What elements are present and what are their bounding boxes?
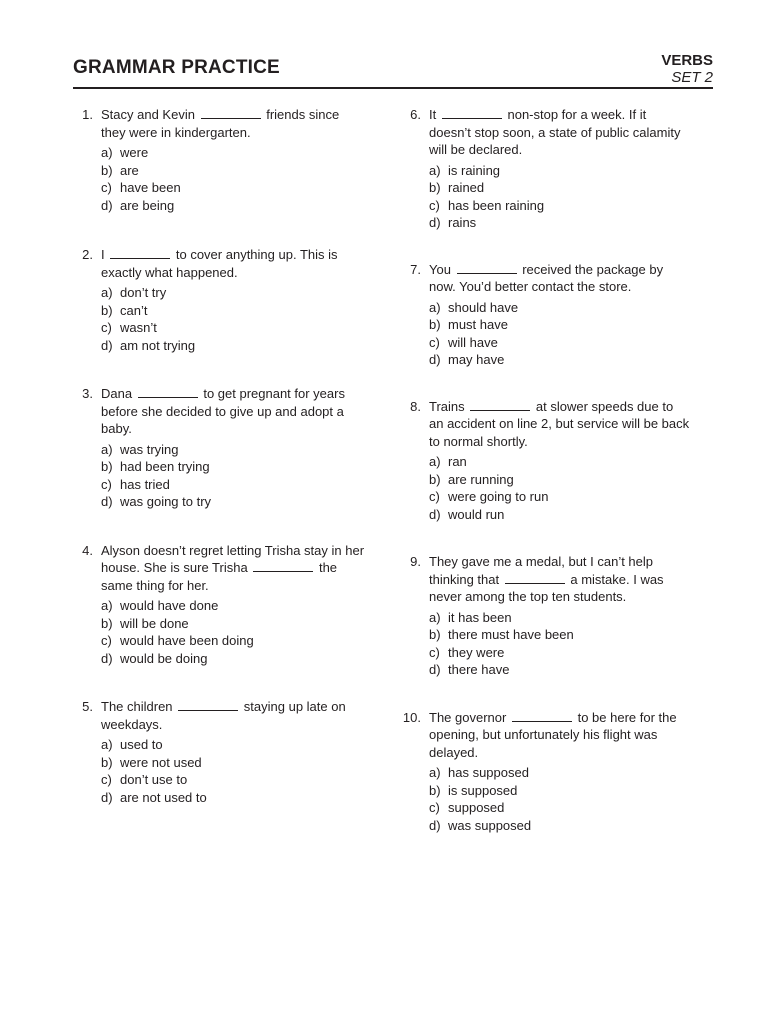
option-text: were going to run: [448, 489, 549, 504]
option-text: ran: [448, 454, 467, 469]
option-text: has supposed: [448, 765, 529, 780]
option-letter: b): [429, 471, 441, 487]
stem-text-after: to cover anything up. This is exactly what happened.: [101, 247, 338, 280]
question-item: [400, 553, 690, 679]
question-stem: [429, 261, 690, 296]
option-letter: d): [429, 817, 441, 833]
option-text: will have: [448, 334, 498, 350]
answer-option: [429, 316, 690, 334]
set-label: SET 2: [671, 69, 713, 86]
option-letter: c): [101, 772, 112, 787]
question-number: 9.: [410, 554, 421, 569]
answer-option: [101, 771, 366, 789]
option-letter: b): [429, 180, 441, 195]
option-letter: c): [429, 644, 440, 660]
question-number: 10.: [402, 709, 421, 725]
answer-option: [101, 319, 366, 337]
option-letter: a): [101, 441, 113, 457]
option-text: don’t try: [120, 285, 167, 300]
question-item: [76, 246, 366, 354]
option-text: have been: [120, 180, 181, 195]
option-text: would have done: [120, 598, 219, 613]
stem-text-before: Alyson doesn’t regret letting Trisha stay in her house. She is sure Trisha: [101, 542, 365, 575]
answer-option: [429, 197, 690, 215]
option-letter: b): [101, 615, 113, 631]
stem-text-before: They gave me a medal, but I can’t help thinking that: [429, 554, 654, 587]
option-letter: d): [429, 662, 441, 677]
answer-option: [429, 453, 690, 471]
option-letter: b): [429, 782, 441, 798]
option-text: they were: [448, 644, 505, 660]
question-number: 2.: [82, 247, 93, 262]
option-letter: a): [101, 285, 113, 300]
question-number: 3.: [82, 386, 93, 401]
answer-options: [101, 736, 366, 806]
answer-option: [429, 214, 690, 232]
option-letter: b): [101, 754, 113, 770]
option-text: must have: [448, 317, 508, 332]
option-letter: d): [101, 337, 113, 353]
option-text: are not used to: [120, 789, 207, 805]
question-stem: [429, 553, 690, 606]
answer-option: [101, 284, 366, 302]
option-text: is supposed: [448, 782, 518, 798]
answer-option: [101, 650, 366, 668]
option-letter: d): [429, 506, 441, 522]
stem-text-before: Trains: [429, 398, 465, 414]
question-stem: [429, 106, 690, 159]
option-letter: a): [429, 454, 441, 469]
left-column: [76, 106, 366, 806]
option-letter: c): [101, 476, 112, 492]
question-number: 5.: [82, 699, 93, 714]
option-letter: d): [101, 494, 113, 509]
answer-option: [429, 799, 690, 817]
answer-option: [101, 736, 366, 754]
stem-text-before: I: [101, 247, 105, 262]
answer-blank: [512, 710, 572, 722]
question-item: [76, 542, 366, 668]
stem-text-before: Dana: [101, 386, 133, 401]
option-text: should have: [448, 299, 519, 315]
answer-option: [429, 488, 690, 506]
option-text: will be done: [120, 615, 189, 631]
option-text: are running: [448, 471, 514, 487]
option-text: supposed: [448, 800, 505, 815]
answer-blank: [470, 399, 530, 411]
option-letter: a): [429, 299, 441, 315]
answer-option: [429, 179, 690, 197]
question-stem: [101, 542, 366, 595]
option-letter: d): [429, 215, 441, 230]
option-text: was going to try: [120, 494, 212, 509]
question-item: [76, 106, 366, 214]
answer-blank: [253, 560, 313, 572]
answer-option: [429, 162, 690, 180]
stem-text-after: a mistake. I was never among the top ten students.: [429, 571, 664, 604]
question-stem: [429, 709, 690, 762]
option-text: wasn’t: [120, 320, 157, 335]
topic-header: [661, 52, 713, 86]
question-item: [400, 106, 690, 232]
answer-option: [101, 337, 366, 355]
stem-text-after: friends since they were in kindergarten.: [101, 107, 340, 140]
answer-option: [101, 179, 366, 197]
answer-option: [429, 471, 690, 489]
answer-option: [429, 782, 690, 800]
answer-blank: [110, 247, 170, 259]
option-text: would be doing: [120, 650, 208, 666]
option-letter: c): [101, 180, 112, 195]
answer-option: [101, 162, 366, 180]
stem-text-before: The children: [101, 699, 173, 714]
stem-text-after: staying up late on weekdays.: [101, 699, 346, 732]
option-text: can’t: [120, 302, 148, 318]
answer-option: [429, 661, 690, 679]
answer-options: [101, 284, 366, 354]
option-letter: d): [429, 352, 441, 367]
option-text: has tried: [120, 476, 170, 492]
option-text: were not used: [120, 754, 202, 770]
question-item: [400, 398, 690, 524]
option-text: had been trying: [120, 459, 210, 474]
option-letter: a): [429, 609, 441, 625]
option-text: it has been: [448, 609, 512, 625]
option-text: is raining: [448, 162, 501, 178]
answer-options: [101, 144, 366, 214]
answer-options: [429, 299, 690, 369]
question-stem: [101, 385, 366, 438]
question-item: [400, 261, 690, 369]
option-letter: a): [429, 162, 441, 178]
answer-options: [429, 453, 690, 523]
answer-options: [429, 764, 690, 834]
answer-option: [101, 615, 366, 633]
option-text: there have: [448, 662, 510, 677]
option-letter: a): [101, 598, 113, 613]
answer-option: [429, 334, 690, 352]
answer-option: [101, 476, 366, 494]
stem-text-after: at slower speeds due to an accident on line 2, but service will be back to normal shortly.: [429, 398, 690, 449]
option-text: was trying: [120, 441, 179, 457]
option-letter: b): [429, 317, 441, 332]
answer-option: [101, 458, 366, 476]
answer-option: [101, 441, 366, 459]
option-letter: c): [429, 800, 440, 815]
option-text: don’t use to: [120, 772, 188, 787]
question-item: [76, 385, 366, 511]
answer-blank: [457, 262, 517, 274]
option-letter: d): [101, 789, 113, 805]
question-item: [76, 698, 366, 806]
option-letter: b): [429, 627, 441, 642]
answer-option: [429, 817, 690, 835]
answer-option: [429, 644, 690, 662]
option-text: am not trying: [120, 337, 196, 353]
option-text: are: [120, 162, 139, 178]
answer-option: [101, 197, 366, 215]
option-text: were: [120, 145, 149, 160]
answer-blank: [442, 107, 502, 119]
question-number: 8.: [410, 398, 421, 414]
option-letter: b): [101, 302, 113, 318]
answer-option: [101, 789, 366, 807]
option-text: has been raining: [448, 197, 545, 213]
answer-option: [101, 144, 366, 162]
question-stem: [101, 246, 366, 281]
question-number: 6.: [410, 107, 421, 122]
option-letter: b): [101, 459, 113, 474]
answer-option: [101, 597, 366, 615]
right-column: [400, 106, 690, 834]
header-divider: [73, 87, 713, 89]
answer-option: [101, 302, 366, 320]
option-letter: a): [101, 145, 113, 160]
option-letter: d): [101, 197, 113, 213]
topic-label: VERBS: [661, 52, 713, 69]
option-letter: a): [101, 737, 113, 752]
option-text: may have: [448, 352, 505, 367]
option-letter: c): [101, 633, 112, 648]
option-text: used to: [120, 737, 163, 752]
answer-blank: [201, 107, 261, 119]
question-stem: [101, 698, 366, 733]
option-letter: c): [429, 489, 440, 504]
stem-text-after: non-stop for a week. If it doesn’t stop soon, a state of public calamity will be declared.: [429, 107, 681, 157]
stem-text-after: to be here for the opening, but unfortunately his flight was delayed.: [429, 709, 677, 760]
option-text: was supposed: [448, 817, 532, 833]
option-letter: c): [429, 334, 440, 350]
option-text: would run: [448, 506, 505, 522]
answer-option: [429, 506, 690, 524]
stem-text-after: received the package by now. You’d better contact the store.: [429, 261, 664, 294]
question-stem: [429, 398, 690, 451]
question-stem: [101, 106, 366, 141]
answer-option: [101, 632, 366, 650]
option-letter: d): [101, 650, 113, 666]
stem-text-after: to get pregnant for years before she decided to give up and adopt a baby.: [101, 386, 345, 436]
answer-options: [429, 609, 690, 679]
stem-text-before: The governor: [429, 709, 507, 725]
option-text: there must have been: [448, 627, 574, 642]
answer-option: [429, 764, 690, 782]
option-text: are being: [120, 197, 175, 213]
option-letter: a): [429, 765, 441, 780]
option-letter: c): [101, 320, 112, 335]
stem-text-before: It: [429, 107, 437, 122]
stem-text-before: Stacy and Kevin: [101, 107, 195, 122]
stem-text-after: the same thing for her.: [101, 560, 338, 593]
answer-blank: [178, 699, 238, 711]
answer-options: [429, 162, 690, 232]
answer-option: [429, 299, 690, 317]
question-number: 4.: [82, 542, 93, 558]
stem-text-before: You: [429, 261, 451, 277]
answer-options: [101, 597, 366, 667]
answer-option: [101, 754, 366, 772]
option-letter: b): [101, 162, 113, 178]
answer-option: [429, 609, 690, 627]
answer-option: [429, 351, 690, 369]
option-text: would have been doing: [120, 633, 254, 648]
answer-blank: [505, 572, 565, 584]
question-number: 7.: [410, 261, 421, 277]
option-text: rained: [448, 180, 485, 195]
answer-option: [429, 626, 690, 644]
answer-option: [101, 493, 366, 511]
option-letter: c): [429, 197, 440, 213]
question-item: [400, 709, 690, 835]
question-number: 1.: [82, 107, 93, 122]
page-title: GRAMMAR PRACTICE: [73, 57, 280, 78]
answer-blank: [138, 386, 198, 398]
answer-options: [101, 441, 366, 511]
option-text: rains: [448, 215, 477, 230]
